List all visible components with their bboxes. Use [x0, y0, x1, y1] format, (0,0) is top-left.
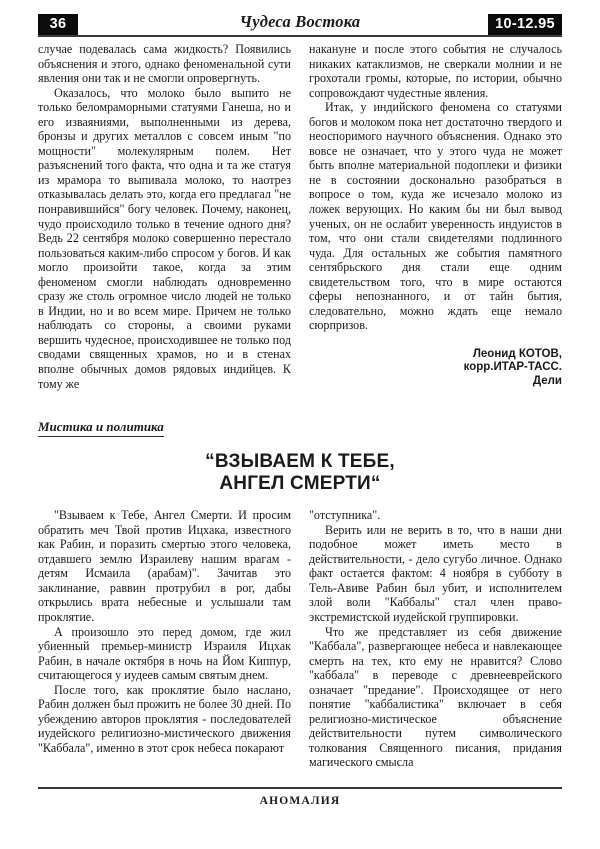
headline-spacer	[38, 495, 562, 508]
article-two-left-column	[38, 508, 291, 770]
issue-date-badge: 10-12.95	[488, 14, 562, 35]
paragraph: Верить или не верить в то, что в наши дни подобное может иметь место в действительности, - дело сугубо личное. Однако факт остается фактом: 4 ноября в субботу в Тель-Авиве Рабин был убит, и исполнителем злой воли "Каббалы" стал член право-экстремистской иудейской группировки.	[309, 522, 562, 624]
article-two-columns	[38, 508, 562, 770]
article-two-right-column	[309, 508, 562, 770]
running-head-rule	[38, 35, 562, 37]
paragraph: После того, как проклятие было наслано, Рабин должен был прожить не более 30 дней. По убеждению авторов проклятия - последователей иудейского религиозно-мистического движения "Каббала", именно в этот срок небеса покарают	[38, 682, 291, 755]
running-head-title: Чудеса Востока	[239, 12, 361, 31]
paragraph: Оказалось, что молоко было выпито не только беломраморными статуями Ганеша, но и его изваяниями, выполненными из дерева, бронзы и других металлов с совсем иным "по мощности" молекулярным полем. Нет разъяснений того факта, что одна и та же статуя из мрамора то выпивала молоко, то наотрез отказывалась делать это, когда его предлагал "не понравившийся" богу человек. Почему, наконец, чудо происходило только в течение одного дня? Ведь 22 сентября молоко совершенно перестало пользоваться каким-либо спросом у богов. И как могло произойти такое, когда за этим феноменом смогли наблюдать одновременно сразу же столь огромное число людей не только в Индии, но и во всем мире. Причем не только наблюдать со стороны, а своими руками вершить чудесное, происходившее не только под сводами священных храмов, но и в стенах вполне обычных домов рядовых индийцев. К тому же	[38, 85, 291, 391]
page-footer	[38, 787, 562, 807]
page-number-badge: 36	[38, 14, 78, 35]
paragraph: А произошло это перед домом, где жил убиенный премьер-министр Израиля Ицхак Рабин, в начале октября в ночь на Йом Киппур, считающегося у иудеев самым святым днем.	[38, 624, 291, 683]
paragraph: Что же представляет из себя движение "Каббала", развергающее небеса и навлекающее смерть на тех, кто ему не нравится? Слово "каббала" в переводе с древнееврейского означает "предание". Происходящее от него понятие "каббалистика" включает в себя религиозно-мистическое объяснение действительности путем символического толкования Священного писания, придания магического смысла	[309, 624, 562, 770]
byline-city: Дели	[532, 374, 562, 387]
paragraph: накануне и после этого события не случалось никаких катаклизмов, не сверкали молнии и не грохотали громы, которые, по истории, обычно сопровождают чудестные явления.	[309, 42, 562, 100]
paragraph: Итак, у индийского феномена со статуями богов и молоком пока нет достаточно твердого и неоспоримого научного объяснения. Однако это вовсе не означает, что у этого чуда не может быть вполне материальной подоплеки и физики не в состоянии досконально разобраться в вопросе о том, куда же исчезало молоко из ложек верующих. Но каким бы ни был вывод ученых, он не ослабит уверенность индуистов в том, что они стали свидетелями подлинного чуда. Для остальных же события памятного сентябрьского дня стали еще одним свидетельством того, что в мире остаются сферы непознанного, и от тайн бытия, следовательно, можно ждать еще немало сюрпризов.	[309, 100, 562, 333]
publication-name: АНОМАЛИЯ	[259, 795, 341, 807]
headline-line-2: АНГЕЛ СМЕРТИ“	[219, 473, 381, 495]
article-two-headline	[38, 451, 562, 495]
section-rubric: Мистика и политика	[38, 419, 164, 437]
article-one-right-column	[309, 42, 562, 391]
paragraph: "отступника".	[309, 508, 381, 523]
headline-line-1: “ВЗЫВАЕМ К ТЕБЕ,	[205, 451, 395, 473]
article-one-left-column	[38, 42, 291, 391]
article-one	[38, 42, 562, 391]
article-two	[38, 391, 562, 770]
byline-agency: корр.ИТАР-ТАСС.	[463, 361, 562, 374]
byline-author: Леонид КОТОВ,	[472, 347, 562, 360]
running-head	[38, 10, 562, 42]
article-one-byline	[309, 348, 562, 389]
paragraph: "Взываем к Тебе, Ангел Смерти. И просим обратить меч Твой против Ицхака, известного как Рабин, и поразить смертью этого человека, отдавшего землю Израилеву нашим врагам - детям Исмаила (арабам)". Зачитав это заклинание, раввин протрубил в рог, дабы открылись врата небесные и услышали там проклятие.	[38, 508, 291, 624]
footer-rule	[38, 787, 562, 789]
paragraph: случае подевалась сама жидкость? Появились объяснения и этого, однако феноменальной сути явления они так и не смогли опровергнуть.	[38, 42, 291, 86]
